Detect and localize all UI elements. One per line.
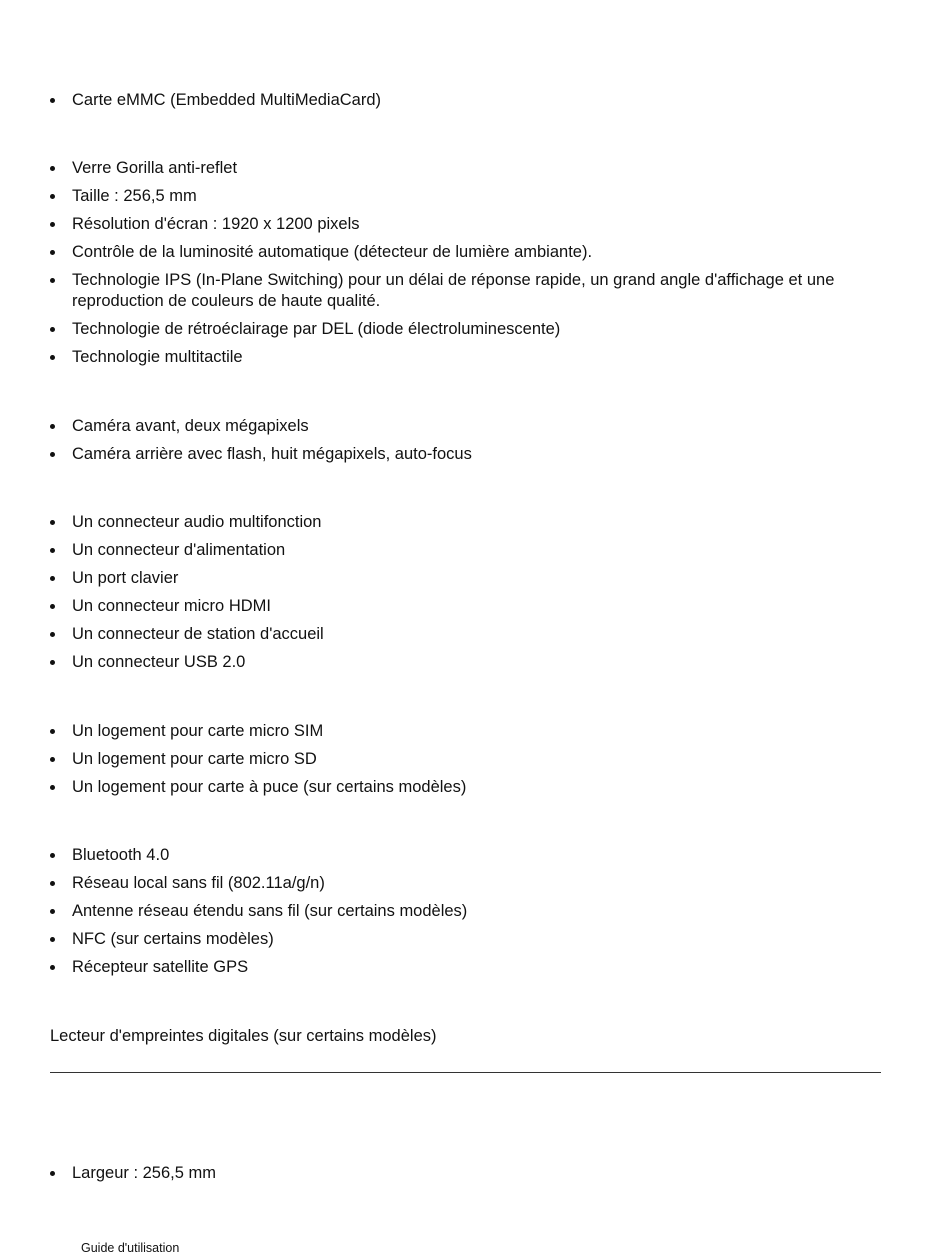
list-item: Bluetooth 4.0 bbox=[50, 845, 850, 866]
list-item: Un connecteur audio multifonction bbox=[50, 512, 850, 533]
list-item: Technologie de rétroéclairage par DEL (diode électroluminescente) bbox=[50, 319, 850, 340]
dimensions-list bbox=[50, 1163, 850, 1191]
cameras-list bbox=[50, 416, 850, 472]
display-list bbox=[50, 158, 850, 375]
list-item: Caméra avant, deux mégapixels bbox=[50, 416, 850, 437]
list-item: Technologie IPS (In-Plane Switching) pour un délai de réponse rapide, un grand angle d'affichage et une reproduction de couleurs de haute qualité. bbox=[50, 270, 850, 312]
list-item: Un logement pour carte micro SD bbox=[50, 749, 850, 770]
connectors-list bbox=[50, 512, 850, 680]
list-item: Un connecteur d'alimentation bbox=[50, 540, 850, 561]
list-item: Largeur : 256,5 mm bbox=[50, 1163, 850, 1184]
list-item: Un connecteur micro HDMI bbox=[50, 596, 850, 617]
list-item: Un port clavier bbox=[50, 568, 850, 589]
list-item: Verre Gorilla anti-reflet bbox=[50, 158, 850, 179]
list-item: Un connecteur USB 2.0 bbox=[50, 652, 850, 673]
slots-list bbox=[50, 721, 850, 805]
list-item: Technologie multitactile bbox=[50, 347, 850, 368]
list-item: Un connecteur de station d'accueil bbox=[50, 624, 850, 645]
list-item: Récepteur satellite GPS bbox=[50, 957, 850, 978]
list-item: Carte eMMC (Embedded MultiMediaCard) bbox=[50, 90, 850, 111]
security-text: Lecteur d'empreintes digitales (sur certains modèles) bbox=[50, 1027, 437, 1045]
list-item: Réseau local sans fil (802.11a/g/n) bbox=[50, 873, 850, 894]
page-footer: Guide d'utilisation bbox=[81, 1241, 180, 1255]
list-item: Caméra arrière avec flash, huit mégapixels, auto-focus bbox=[50, 444, 850, 465]
section-divider bbox=[50, 1072, 881, 1073]
list-item: Taille : 256,5 mm bbox=[50, 186, 850, 207]
list-item: Un logement pour carte à puce (sur certains modèles) bbox=[50, 777, 850, 798]
storage-list bbox=[50, 90, 850, 118]
list-item: NFC (sur certains modèles) bbox=[50, 929, 850, 950]
list-item: Résolution d'écran : 1920 x 1200 pixels bbox=[50, 214, 850, 235]
list-item: Antenne réseau étendu sans fil (sur certains modèles) bbox=[50, 901, 850, 922]
list-item: Contrôle de la luminosité automatique (détecteur de lumière ambiante). bbox=[50, 242, 850, 263]
wireless-list bbox=[50, 845, 850, 985]
list-item: Un logement pour carte micro SIM bbox=[50, 721, 850, 742]
